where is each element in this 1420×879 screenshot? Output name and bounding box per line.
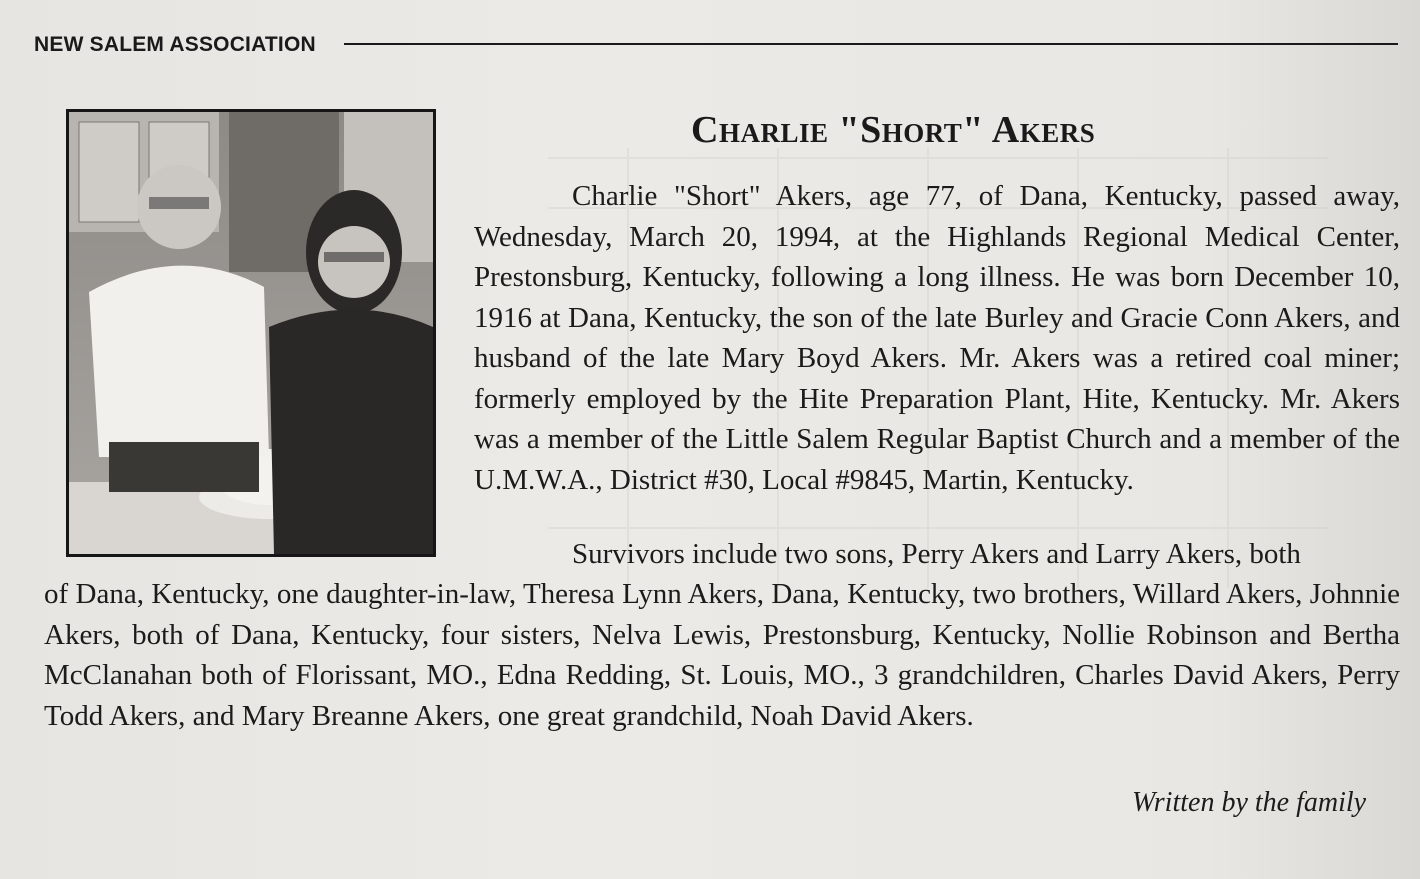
couple-photo-icon (69, 112, 433, 554)
header-rule (344, 43, 1398, 45)
author-signature: Written by the family (1132, 787, 1367, 818)
obituary-paragraph-2-rest: of Dana, Kentucky, one daughter-in-law, Theresa Lynn Akers, Dana, Kentucky, two brothers, Willard Akers, Johnnie Akers, both of Dana, Kentucky, four sisters, Nelva Lewis, Prestonsburg, Kentucky, Nollie Robinson and Bertha McClanahan both of Florissant, MO., Edna Redding, St. Louis, MO., 3 grandchildren, Charles David Akers, Perry Todd Akers, and Mary Breanne Akers, one great grandchild, Noah David Akers. (44, 578, 1400, 732)
section-label: NEW SALEM ASSOCIATION (34, 33, 316, 56)
obituary-paragraph-2-start: Survivors include two sons, Perry Akers and Larry Akers, both (572, 538, 1301, 570)
obituary-paragraph-1: Charlie "Short" Akers, age 77, of Dana, Kentucky, passed away, Wednesday, March 20, 1994, at the Highlands Regional Medical Center, Prestonsburg, Kentucky, following a long illness. He was born December 10, 1916 at Dana, Kentucky, the son of the late Burley and Gracie Conn Akers, and husband of the late Mary Boyd Akers. Mr. Akers was a retired coal miner; formerly employed by the Hite Preparation Plant, Hite, Kentucky. Mr. Akers was a member of the Little Salem Regular Baptist Church and a member of the U.M.W.A., District #30, Local #9845, Martin, Kentucky. (474, 180, 1400, 496)
portrait-photo (66, 109, 436, 557)
obituary-title: Charlie "Short" Akers (691, 109, 1096, 151)
